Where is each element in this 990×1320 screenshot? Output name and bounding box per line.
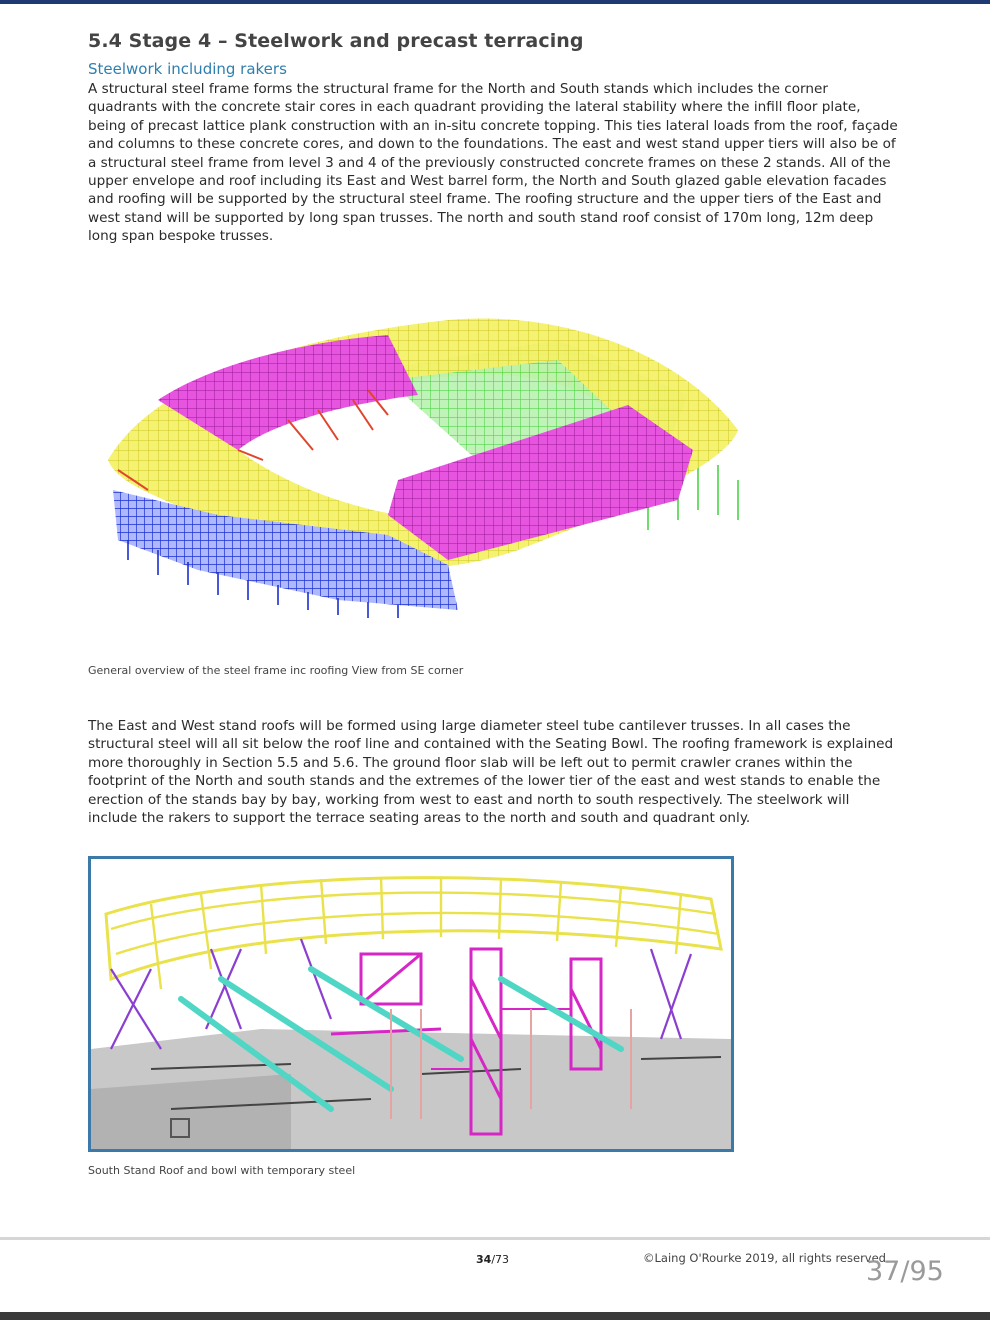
- section-subtitle: Steelwork including rakers: [88, 60, 287, 78]
- bottom-bar: [0, 1312, 990, 1320]
- paragraph-roof-trusses: The East and West stand roofs will be formed using large diameter steel tube cantilever trusses. In all cases the structural steel will all sit below the roof line and contained with the Seating Bowl. The roofing framework is explained more thoroughly in Section 5.5 and 5.6. The ground floor slab will be left out to permit crawler cranes within the footprint of the North and south stands and the extremes of the lower tier of the east and west stands to enable the erection of the stands bay by bay, working from west to east and north to south respectively. The steelwork will include the rakers to support the terrace seating areas to the north and south and quadrant only.: [88, 718, 894, 827]
- page-current: 34: [476, 1253, 492, 1266]
- paragraph-steel-frame: A structural steel frame forms the structural frame for the North and South stands which includes the corner quadrants with the concrete stair cores in each quadrant providing the lateral stability where the infill floor plate, being of precast lattice plank construction with an in-situ concrete topping. This ties lateral loads from the roof, façade and columns to these concrete cores, and down to the foundations. The east and west stand upper tiers will also be of a structural steel frame from level 3 and 4 of the previously constructed concrete frames on these 2 stands. All of the upper envelope and roof including its East and West barrel form, the North and South glazed gable elevation facades and roofing will be supported by the structural steel frame. The roofing structure and the upper tiers of the East and west stand will be supported by long span trusses. The north and south stand roof consist of 170m long, 12m deep long span bespoke trusses.: [88, 81, 898, 245]
- section-title: 5.4 Stage 4 – Steelwork and precast terracing: [88, 30, 584, 52]
- figure-caption-south-stand: South Stand Roof and bowl with temporary steel: [88, 1164, 356, 1177]
- viewer-page-counter: 37/95: [866, 1256, 944, 1287]
- south-stand-figure: [88, 856, 734, 1152]
- stadium-overview-figure: [88, 300, 768, 620]
- south-stand-drawing: [91, 859, 731, 1149]
- copyright-notice: ©Laing O'Rourke 2019, all rights reserved: [643, 1251, 886, 1265]
- section-content: [88, 30, 900, 246]
- top-rule: [0, 0, 990, 4]
- footer-rule: [0, 1237, 990, 1240]
- figure-caption-overview: General overview of the steel frame inc roofing View from SE corner: [88, 664, 464, 677]
- page-number: [476, 1253, 509, 1266]
- page-total: /73: [491, 1253, 510, 1266]
